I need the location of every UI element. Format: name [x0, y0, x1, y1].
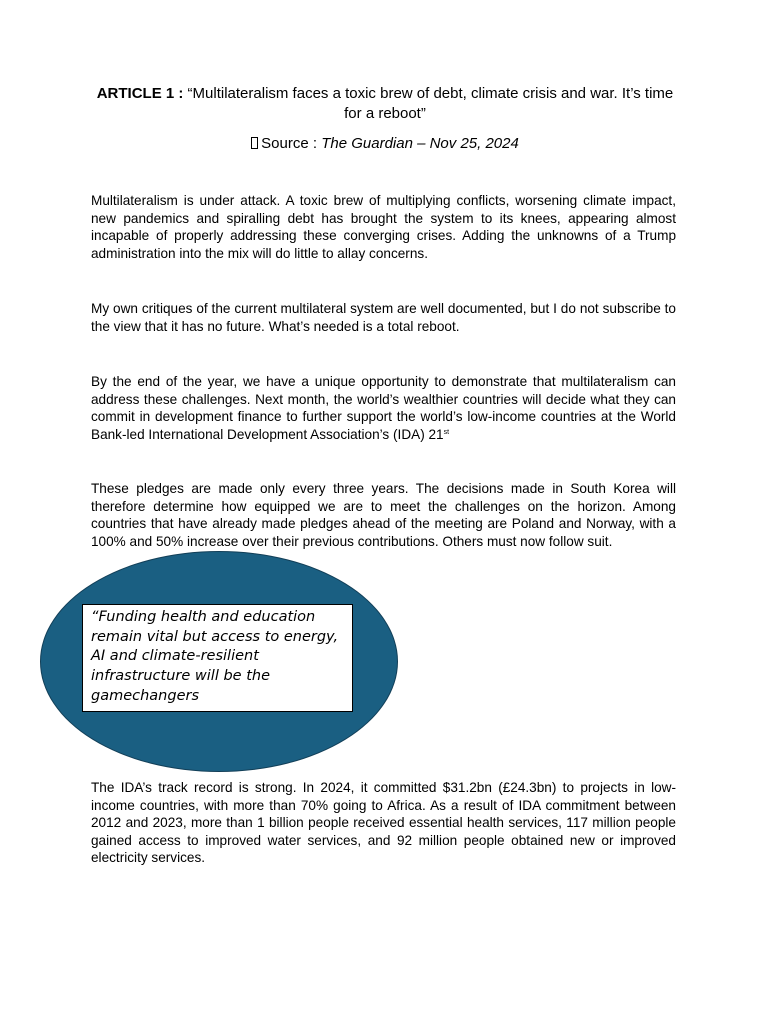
paragraph-4: These pledges are made only every three years. The decisions made in South Korea will therefore determine how equipped we are to meet the challenges on the horizon. Among countries that have already made pledges ahead of the meeting are Poland and Norway, with a 100% and 50% increase over their previous contributions. Others must now follow suit. — [91, 481, 676, 549]
paragraph-5: The IDA’s track record is strong. In 2024, it committed $31.2bn (£24.3bn) to projects in low-income countries, with more than 70% going to Africa. As a result of IDA commitment between 2012 and 2023, more than 1 billion people received essential health services, 117 million people gained access to improved water services, and 92 million people obtained new or improved electricity services. — [91, 780, 676, 865]
article-source — [90, 134, 680, 154]
missing-glyph-icon — [251, 137, 258, 149]
paragraph-3 — [91, 373, 676, 443]
article-headline: “Multilateralism faces a toxic brew of debt, climate crisis and war. It’s time for a reboot” — [187, 85, 674, 122]
pull-quote: “Funding health and education remain vital but access to energy, AI and climate-resilient infrastructure will be the gamechangers — [82, 604, 353, 712]
article-title — [90, 84, 680, 124]
source-name: The Guardian – Nov 25, 2024 — [321, 135, 519, 152]
paragraph-2: My own critiques of the current multilateral system are well documented, but I do not subscribe to the view that it has no future. What’s needed is a total reboot. — [91, 301, 676, 334]
paragraph-1: Multilateralism is under attack. A toxic brew of multiplying conflicts, worsening climate impact, new pandemics and spiralling debt has brought the system to its knees, appearing almost incapable of properly addressing these converging crises. Adding the unknowns of a Trump administration into the mix will do little to allay concerns. — [91, 193, 676, 261]
paragraph-3-superscript: st — [443, 428, 450, 436]
article-label: ARTICLE 1 : — [96, 85, 184, 102]
source-prefix: Source : — [261, 135, 318, 152]
paragraph-3-text: By the end of the year, we have a unique opportunity to demonstrate that multilateralism can address these challenges. Next month, the world’s wealthier countries will decide what they can commit in development finance to further support the world’s low-income countries at the World Bank-led International Development Association’s (IDA) 21 — [91, 374, 676, 442]
